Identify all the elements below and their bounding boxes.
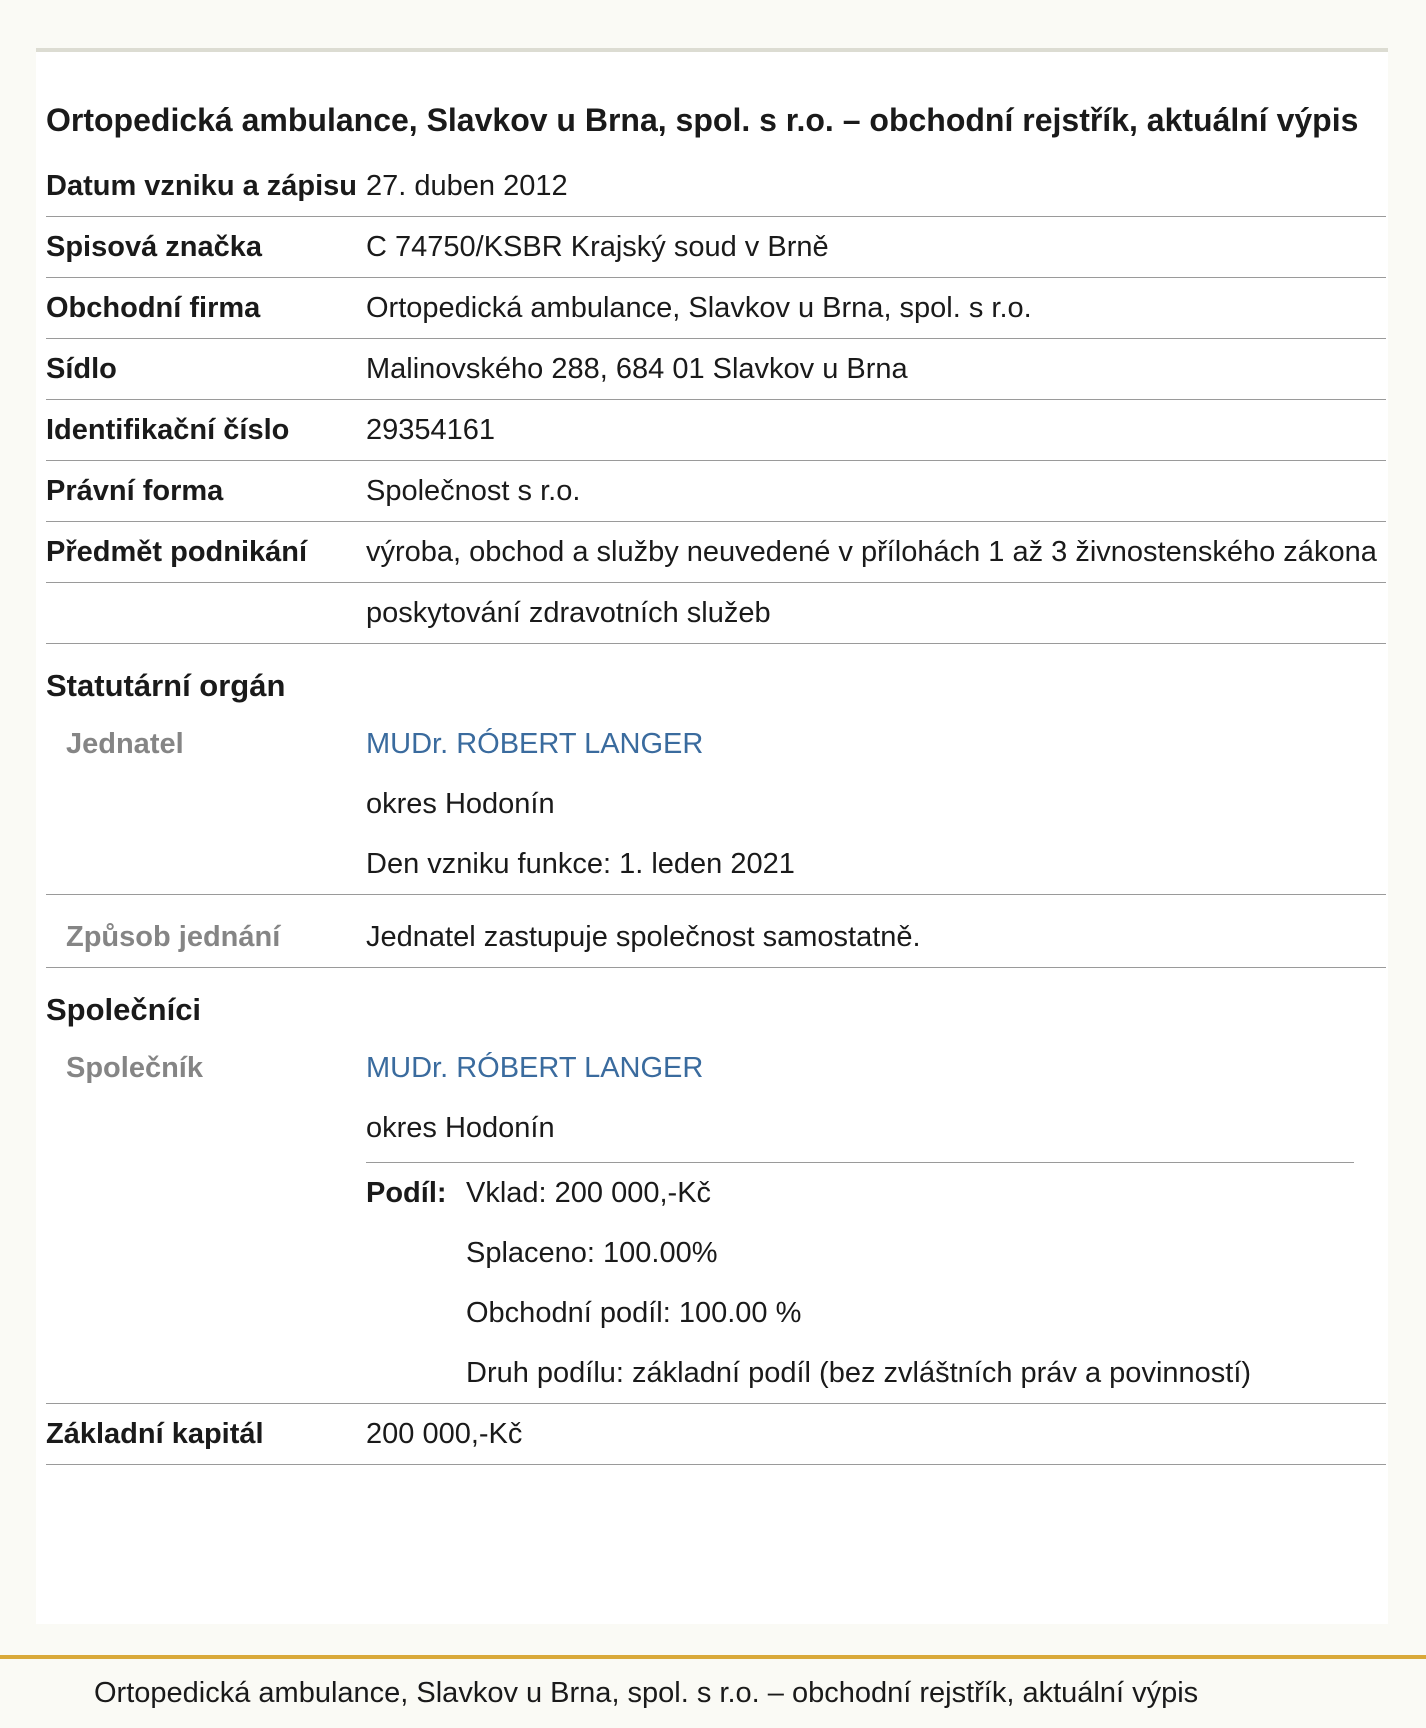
- page-title: Ortopedická ambulance, Slavkov u Brna, spol. s r.o. – obchodní rejstřík, aktuální výpis: [46, 102, 1359, 138]
- podil-vklad: Vklad: 200 000,-Kč: [466, 1177, 712, 1209]
- label-spisova: Spisová značka: [46, 217, 366, 278]
- section-heading-spolecnici: Společníci: [46, 992, 202, 1027]
- row-spolecnik: [46, 1038, 1386, 1404]
- row-ico: [46, 400, 1386, 461]
- row-jednatel: [46, 714, 1386, 895]
- label-jednatel: Jednatel: [46, 714, 366, 895]
- label-datum: Datum vzniku a zápisu: [46, 156, 366, 217]
- value-datum: 27. duben 2012: [366, 156, 1386, 217]
- row-firma: [46, 278, 1386, 339]
- label-predmet: Předmět podnikání: [46, 522, 366, 583]
- row-sidlo: [46, 339, 1386, 400]
- jednatel-funkce: Den vzniku funkce: 1. leden 2021: [366, 848, 795, 880]
- podil-splaceno: Splaceno: 100.00%: [466, 1237, 718, 1269]
- label-ico: Identifikační číslo: [46, 400, 366, 461]
- registry-table: [46, 156, 1386, 1465]
- podil-druh: Druh podílu: základní podíl (bez zvláštních práv a povinností): [466, 1357, 1252, 1389]
- jednatel-okres: okres Hodonín: [366, 788, 555, 820]
- footer: [0, 1655, 1426, 1728]
- row-kapital: [46, 1404, 1386, 1465]
- label-sidlo: Sídlo: [46, 339, 366, 400]
- section-heading-statutar: Statutární orgán: [46, 668, 286, 703]
- row-predmet-1: [46, 522, 1386, 583]
- row-spisova: [46, 217, 1386, 278]
- label-spolecnik: Společník: [46, 1038, 366, 1404]
- label-kapital: Základní kapitál: [46, 1404, 366, 1465]
- label-zpusob: Způsob jednání: [46, 895, 366, 968]
- value-kapital: 200 000,-Kč: [366, 1404, 1386, 1465]
- value-zpusob: Jednatel zastupuje společnost samostatně.: [366, 895, 1386, 968]
- value-ico: 29354161: [366, 400, 1386, 461]
- row-datum: [46, 156, 1386, 217]
- section-spolecnici: [46, 968, 1386, 1039]
- spolecnik-okres: okres Hodonín: [366, 1112, 555, 1144]
- value-predmet-2: poskytování zdravotních služeb: [366, 583, 1386, 644]
- section-statutar: [46, 644, 1386, 715]
- value-predmet-1: výroba, obchod a služby neuvedené v přílohách 1 až 3 živnostenského zákona: [366, 522, 1386, 583]
- row-zpusob: [46, 895, 1386, 968]
- label-forma: Právní forma: [46, 461, 366, 522]
- registry-card: [36, 48, 1388, 1624]
- footer-title: Ortopedická ambulance, Slavkov u Brna, spol. s r.o. – obchodní rejstřík, aktuální výpis: [94, 1677, 1199, 1709]
- share-box: [366, 1162, 1354, 1403]
- podil-label: Podíl:: [366, 1177, 447, 1209]
- podil-obchodni: Obchodní podíl: 100.00 %: [466, 1297, 802, 1329]
- spolecnik-name-link[interactable]: MUDr. RÓBERT LANGER: [366, 1052, 704, 1084]
- row-predmet-2: [46, 583, 1386, 644]
- jednatel-name-link[interactable]: MUDr. RÓBERT LANGER: [366, 728, 704, 760]
- label-firma: Obchodní firma: [46, 278, 366, 339]
- value-firma: Ortopedická ambulance, Slavkov u Brna, spol. s r.o.: [366, 278, 1386, 339]
- value-spisova: C 74750/KSBR Krajský soud v Brně: [366, 217, 1386, 278]
- value-sidlo: Malinovského 288, 684 01 Slavkov u Brna: [366, 339, 1386, 400]
- row-forma: [46, 461, 1386, 522]
- value-forma: Společnost s r.o.: [366, 461, 1386, 522]
